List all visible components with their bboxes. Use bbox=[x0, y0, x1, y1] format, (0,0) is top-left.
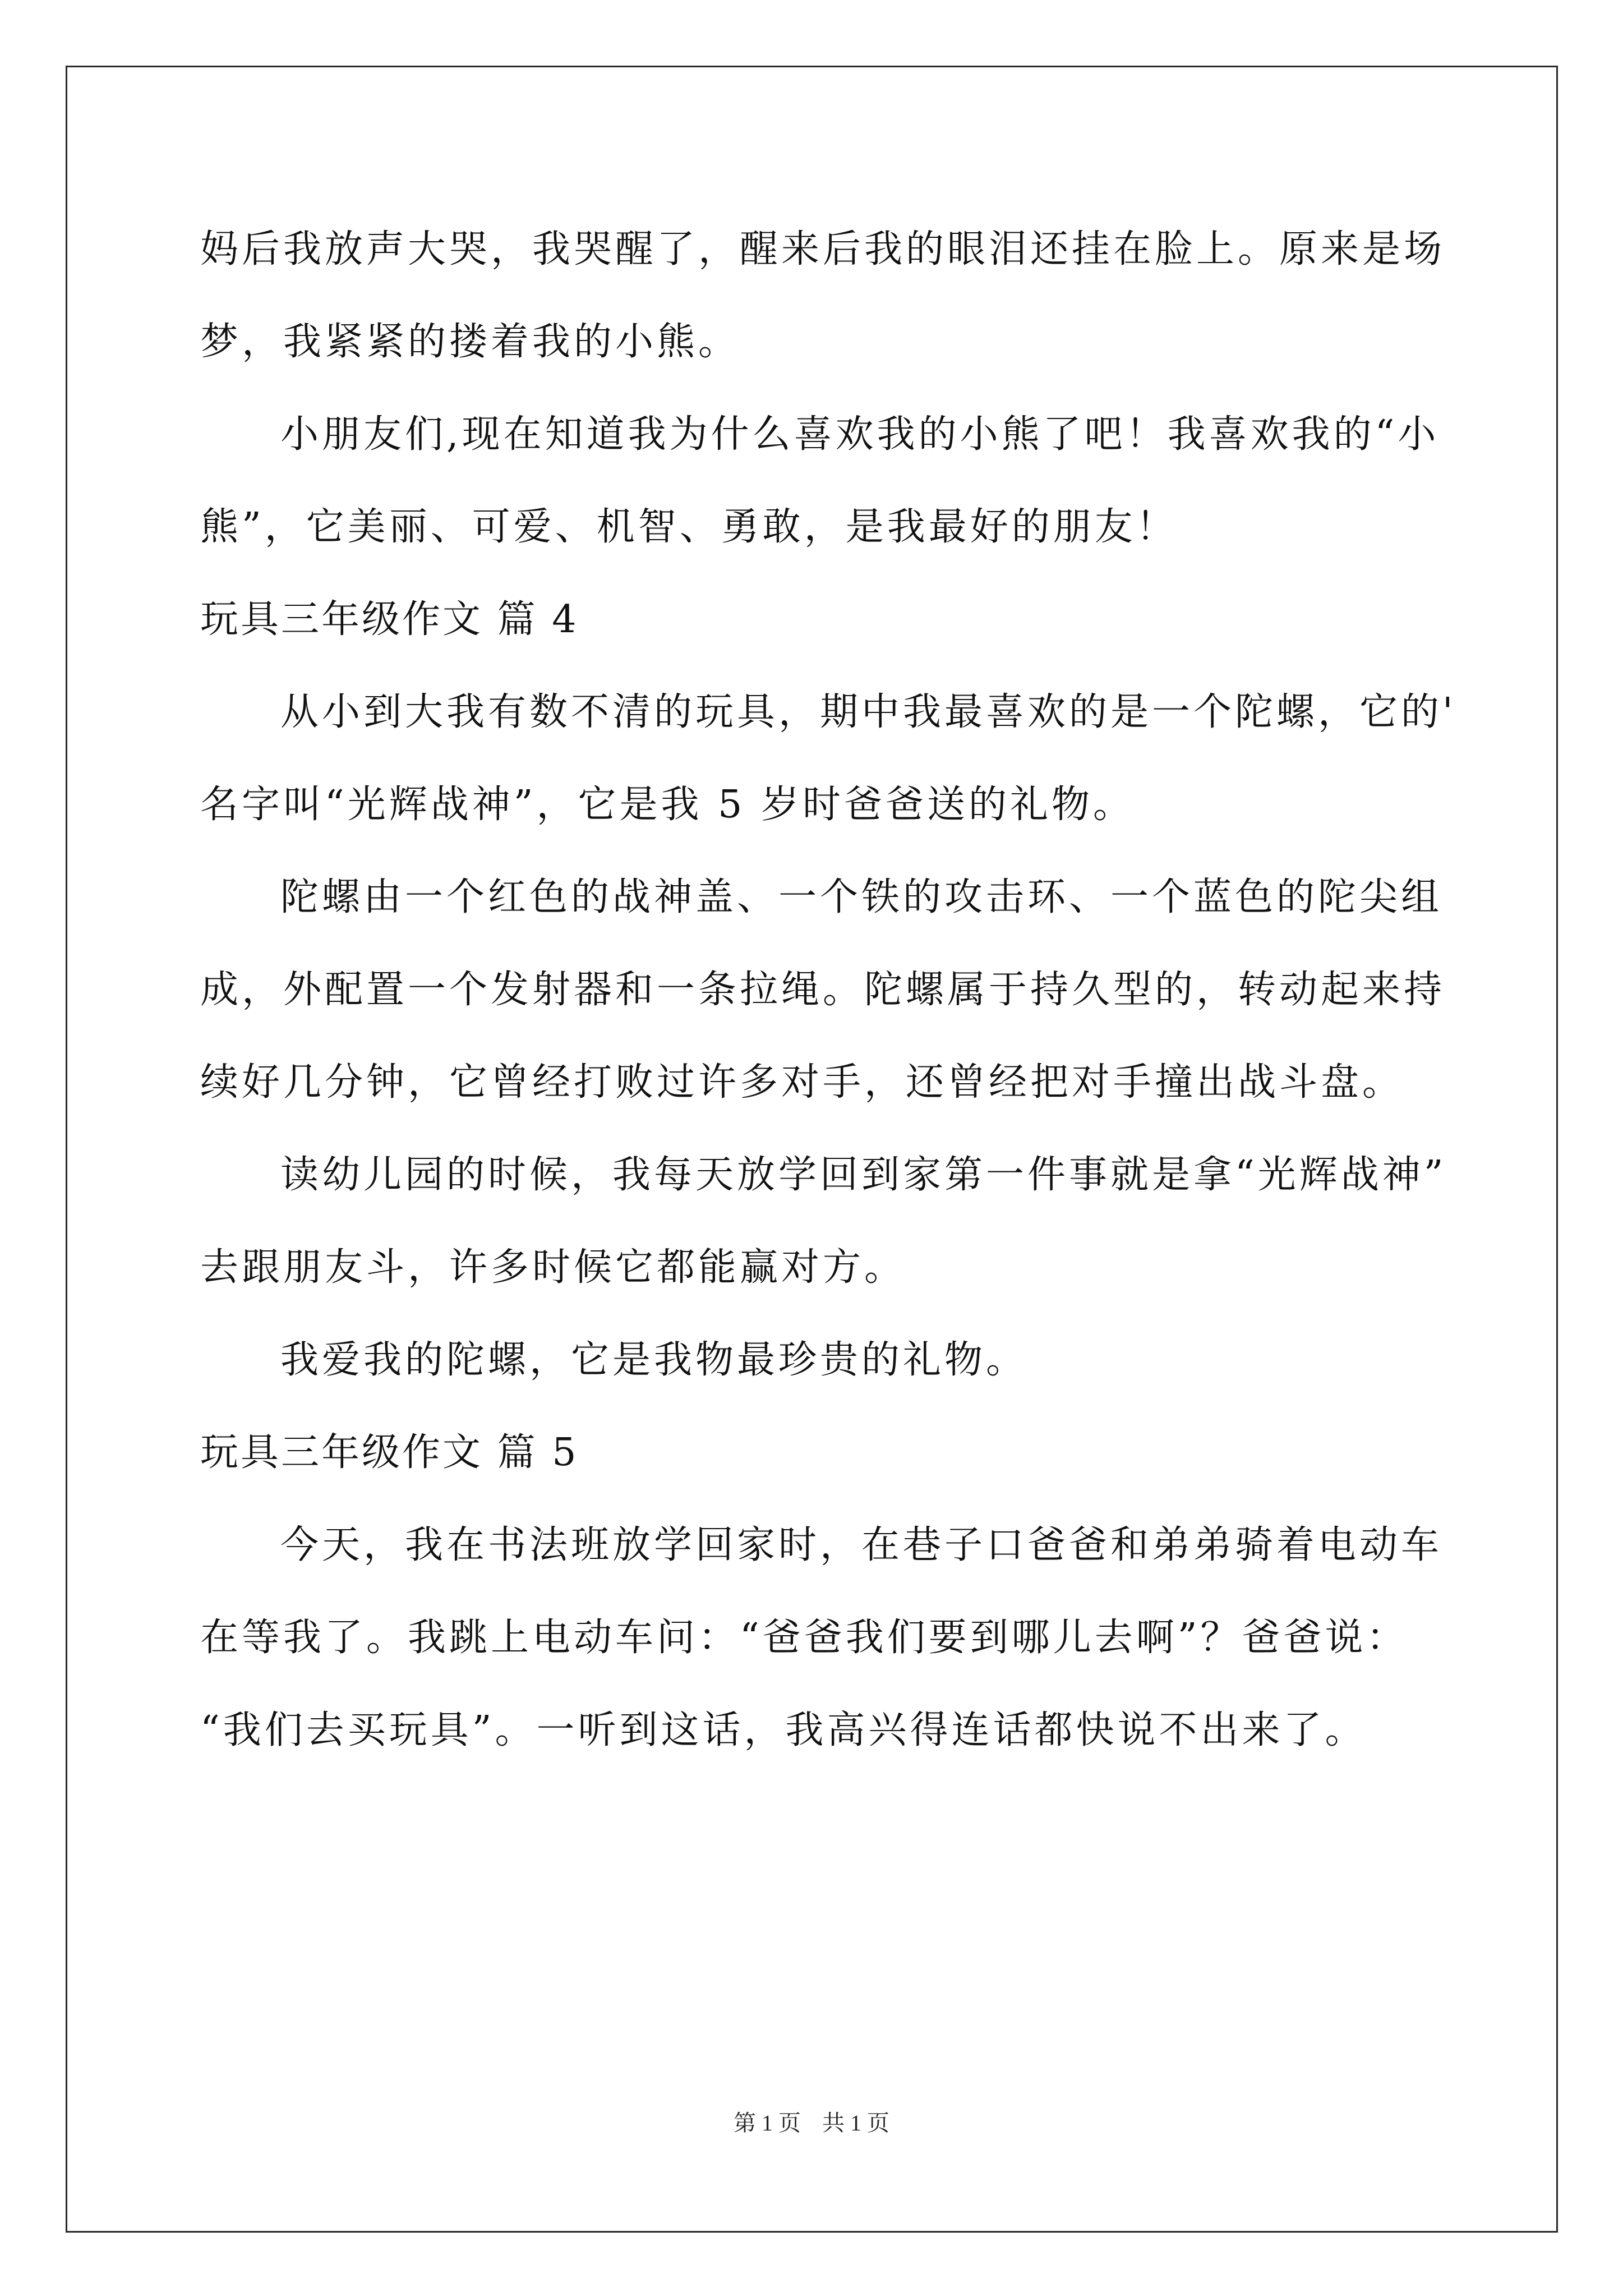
paragraph-line: 读幼儿园的时候，我每天放学回到家第一件事就是拿“光辉战神” bbox=[280, 1153, 1447, 1197]
section-heading: 玩具三年级作文 篇 4 bbox=[200, 597, 579, 642]
paragraph-line: 梦，我紧紧的搂着我的小熊。 bbox=[200, 320, 740, 364]
paragraph-line: 在等我了。我跳上电动车问：“爸爸我们要到哪儿去啊”？爸爸说： bbox=[200, 1616, 1408, 1660]
page-total: 共 1 页 bbox=[822, 2110, 889, 2136]
page-number: 第 1 页 bbox=[734, 2110, 801, 2136]
paragraph-line: 成，外配置一个发射器和一条拉绳。陀螺属于持久型的，转动起来持 bbox=[200, 968, 1446, 1012]
paragraph-line: 续好几分钟，它曾经打败过许多对手，还曾经把对手撞出战斗盘。 bbox=[200, 1060, 1404, 1105]
paragraph-line: 熊”，它美丽、可爱、机智、勇敢，是我最好的朋友！ bbox=[200, 505, 1178, 549]
paragraph-line: 小朋友们,现在知道我为什么喜欢我的小熊了吧！我喜欢我的“小 bbox=[280, 412, 1440, 457]
paragraph-line: 从小到大我有数不清的玩具，期中我最喜欢的是一个陀螺，它的' bbox=[280, 690, 1456, 734]
paragraph-line: 去跟朋友斗，许多时候它都能赢对方。 bbox=[200, 1245, 906, 1290]
paragraph-line: 妈后我放声大哭，我哭醒了，醒来后我的眼泪还挂在脸上。原来是场 bbox=[200, 227, 1446, 272]
paragraph-line: 名字叫“光辉战神”，它是我 5 岁时爸爸送的礼物。 bbox=[200, 783, 1135, 827]
page-footer bbox=[0, 2106, 1623, 2140]
paragraph-line: 陀螺由一个红色的战神盖、一个铁的攻击环、一个蓝色的陀尖组 bbox=[280, 875, 1443, 919]
paragraph-line: 我爱我的陀螺，它是我物最珍贵的礼物。 bbox=[280, 1338, 1028, 1382]
paragraph-line: 今天，我在书法班放学回家时，在巷子口爸爸和弟弟骑着电动车 bbox=[280, 1523, 1443, 1567]
paragraph-line: “我们去买玩具”。一听到这话，我高兴得连话都快说不出来了。 bbox=[200, 1708, 1367, 1752]
section-heading: 玩具三年级作文 篇 5 bbox=[200, 1430, 579, 1475]
